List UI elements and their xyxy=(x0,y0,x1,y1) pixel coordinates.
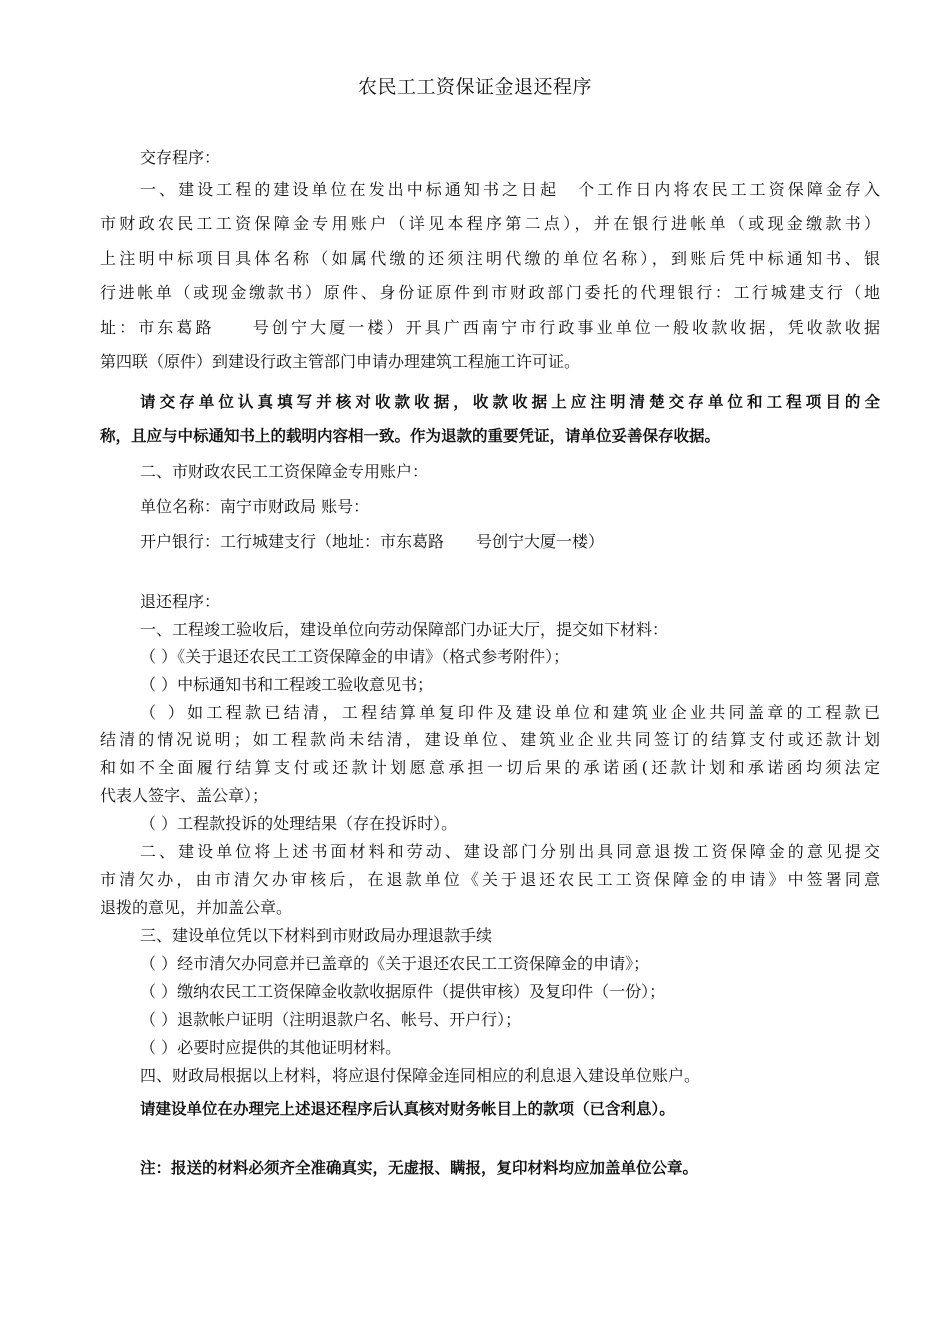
refund-line: （ ）工程款投诉的处理结果（存在投诉时）。 xyxy=(140,814,458,833)
refund-line: 和如不全面履行结算支付或还款计划愿意承担一切后果的承诺函(还款计划和承诺函均须法定 xyxy=(100,758,880,777)
deposit-paragraph-line: 上注明中标项目具体名称（如属代缴的还须注明代缴的单位名称），到账后凭中标通知书、银 xyxy=(100,249,880,268)
refund-line: （ ）《关于退还农民工工资保障金的申请》（格式参考附件）； xyxy=(140,647,570,666)
refund-line: 结清的情况说明；如工程款尚未结清，建设单位、建筑业企业共同签订的结算支付或还款计划 xyxy=(100,730,880,749)
refund-line: （ ）经市清欠办同意并已盖章的《关于退还农民工工资保障金的申请》； xyxy=(140,954,650,973)
account-bank: 开户银行：工行城建支行（地址：市东葛路 号创宁大厦一楼） xyxy=(140,532,605,551)
deposit-paragraph-line: 第四联（原件）到建设行政主管部门申请办理建筑工程施工许可证。 xyxy=(100,352,581,371)
refund-line: 退拨的意见，并加盖公章。 xyxy=(100,898,293,917)
account-unit-name: 单位名称：南宁市财政局 账号： xyxy=(140,497,370,516)
deposit-paragraph-line: 市财政农民工工资保障金专用账户（详见本程序第二点），并在银行进帐单（或现金缴款书） xyxy=(100,214,880,233)
footnote: 注：报送的材料必须齐全准确真实，无虚报、瞒报，复印材料均应加盖单位公章。 xyxy=(140,1159,699,1177)
deposit-heading: 交存程序： xyxy=(140,148,221,167)
account-heading: 二、市财政农民工工资保障金专用账户： xyxy=(140,462,429,481)
refund-line: （ ）如工程款已结清，工程结算单复印件及建设单位和建筑业企业共同盖章的工程款已 xyxy=(140,703,880,722)
refund-heading: 退还程序： xyxy=(140,592,221,611)
deposit-paragraph-line: 一、建设工程的建设单位在发出中标通知书之日起 个工作日内将农民工工资保障金存入 xyxy=(140,180,880,199)
refund-line: 四、财政局根据以上材料，将应退付保障金连同相应的利息退入建设单位账户。 xyxy=(140,1066,701,1085)
deposit-notice-line: 请交存单位认真填写并核对收款收据，收款收据上应注明清楚交存单位和工程项目的全 xyxy=(140,393,880,411)
refund-line: 代表人签字、盖公章）； xyxy=(100,786,269,805)
refund-line: （ ）缴纳农民工工资保障金收款收据原件（提供审核）及复印件（一份）； xyxy=(140,982,666,1001)
refund-line: 二、建设单位将上述书面材料和劳动、建设部门分别出具同意退拨工资保障金的意见提交 xyxy=(140,842,880,861)
refund-line: 市清欠办，由市清欠办审核后，在退款单位《关于退还农民工工资保障金的申请》中签署同意 xyxy=(100,870,880,889)
refund-line: （ ）中标通知书和工程竣工验收意见书； xyxy=(140,675,434,694)
deposit-paragraph-line: 址：市东葛路 号创宁大厦一楼）开具广西南宁市行政事业单位一般收款收据，凭收款收据 xyxy=(100,318,880,337)
deposit-notice-line: 称，且应与中标通知书上的载明内容相一致。作为退款的重要凭证，请单位妥善保存收据。 xyxy=(100,427,721,445)
refund-line: （ ）退款帐户证明（注明退款户名、帐号、开户行）； xyxy=(140,1010,522,1029)
refund-line: 一、工程竣工验收后，建设单位向劳动保障部门办证大厅，提交如下材料： xyxy=(140,620,669,639)
refund-line: （ ）必要时应提供的其他证明材料。 xyxy=(140,1038,402,1057)
document-title: 农民工工资保证金退还程序 xyxy=(357,76,592,98)
refund-line: 三、建设单位凭以下材料到市财政局办理退款手续 xyxy=(140,926,493,945)
deposit-paragraph-line: 行进帐单（或现金缴款书）原件、身份证原件到市财政部门委托的代理银行：工行城建支行（地 xyxy=(100,283,880,302)
refund-notice: 请建设单位在办理完上述退还程序后认真核对财务帐目上的款项（已含利息）。 xyxy=(140,1100,675,1118)
